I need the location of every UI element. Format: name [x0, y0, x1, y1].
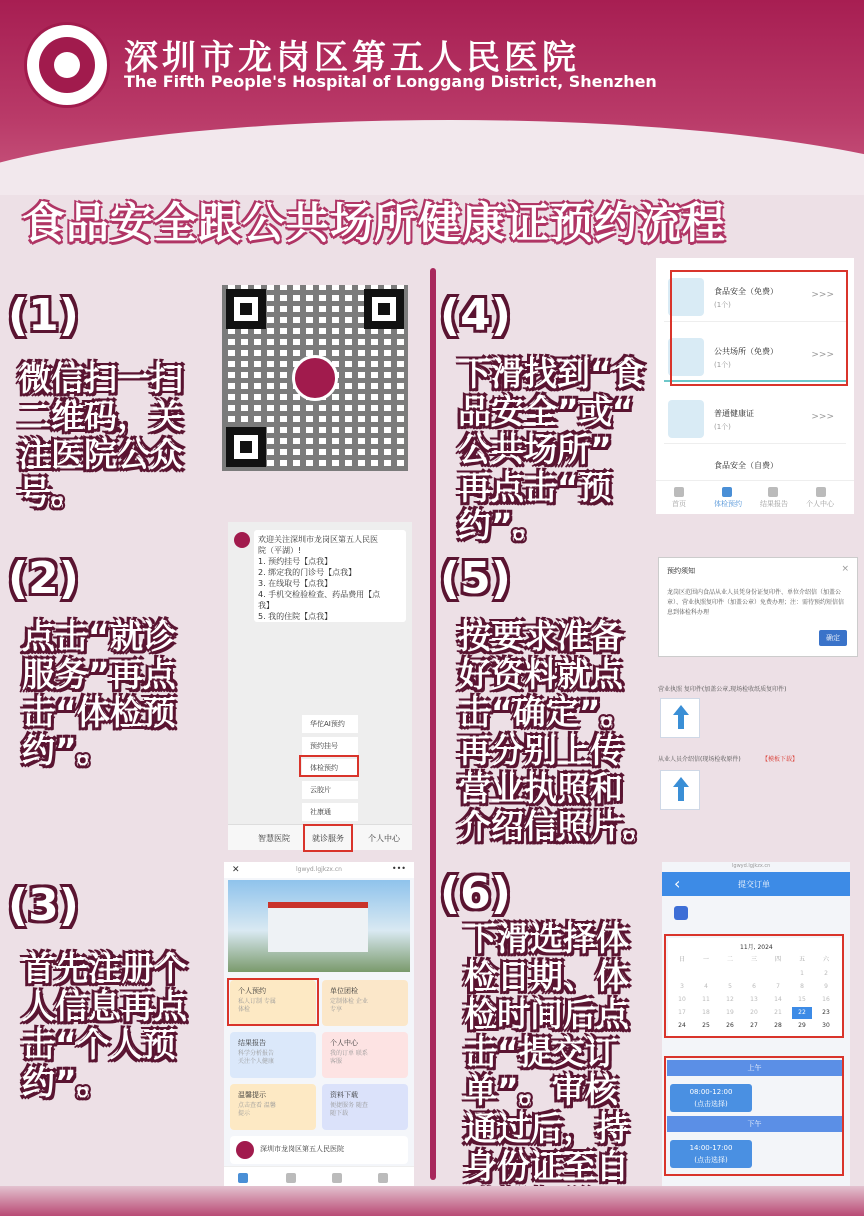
- qr-logo-icon: [292, 355, 338, 401]
- user-icon: [816, 487, 826, 497]
- morning-slot-button[interactable]: 08:00-12:00 (点击选择): [670, 1084, 752, 1112]
- hospital-info-name: 深圳市龙岗区第五人民医院: [260, 1145, 344, 1153]
- calendar-weekday: 六: [816, 954, 836, 966]
- step-1-number: (1): [8, 290, 79, 341]
- menu-community-health[interactable]: 社康通: [302, 803, 358, 821]
- hospital-name-cn: 深圳市龙岗区第五人民医院: [124, 38, 580, 78]
- calendar-day[interactable]: 6: [744, 981, 764, 993]
- list-item-general-health-cert[interactable]: 普通健康证 (1个) >>>: [664, 394, 846, 444]
- calendar-month: 11月, 2024: [740, 944, 773, 951]
- calendar-day[interactable]: 15: [792, 994, 812, 1006]
- step-6-text: 下滑选择体 检日期、体 检时间后点 击“提交订 单”。审核 通过后，持 身份证至自: [464, 919, 629, 1186]
- license-upload-label: 营业执照 复印件(加盖公章,现场检收纸质复印件): [658, 686, 787, 693]
- calendar-day[interactable]: 12: [720, 994, 740, 1006]
- home-icon: [238, 1173, 248, 1183]
- calendar-day[interactable]: 26: [720, 1020, 740, 1032]
- page-title: 食品安全跟公共场所健康证预约流程: [22, 199, 726, 249]
- hospital-info-card: [230, 1136, 408, 1164]
- report-icon: [768, 487, 778, 497]
- calendar-day[interactable]: 23: [816, 1007, 836, 1019]
- calendar-day[interactable]: 11: [696, 994, 716, 1006]
- order-icon: [674, 906, 688, 920]
- calendar-day[interactable]: 9: [816, 981, 836, 993]
- step-3-number: (3): [8, 880, 79, 931]
- header-swoosh: [0, 120, 864, 195]
- calendar-day[interactable]: 20: [744, 1007, 764, 1019]
- step-5-number: (5): [440, 553, 511, 604]
- more-icon[interactable]: •••: [391, 864, 406, 873]
- welcome-message: 欢迎关注深圳市龙岗区第五人民医 院（平湖）! 1. 预约挂号【点我】 2. 绑定我的门诊号【点我】 3. 在线取号【点我】 4. 手机交检验检查、药品费用【点 我】 5. 我的住院【点我】: [254, 530, 406, 622]
- hospital-logo-small-icon: [236, 1141, 254, 1159]
- highlight-free-categories: [670, 270, 848, 386]
- tab-booking[interactable]: 体检预约: [714, 500, 742, 508]
- calendar-day[interactable]: 27: [744, 1020, 764, 1032]
- template-download-link[interactable]: 【模板下载】: [762, 756, 799, 763]
- calendar-day[interactable]: 30: [816, 1020, 836, 1032]
- calendar-day[interactable]: 18: [696, 1007, 716, 1019]
- calendar-day[interactable]: 25: [696, 1020, 716, 1032]
- calendar-weekday: 二: [720, 954, 740, 966]
- calendar-day[interactable]: 22: [792, 1007, 812, 1019]
- step-4-number: (4): [440, 290, 511, 341]
- booking-icon: [722, 487, 732, 497]
- back-icon[interactable]: ‹: [674, 874, 681, 893]
- nav-bar: [662, 872, 850, 896]
- card-download[interactable]: 资料下载 便捷服务 随查随下载: [322, 1084, 408, 1130]
- step-5-text: 按要求准备 好资料就点 击“确定”。 再分别上传 营业执照和 介绍信照片。: [458, 617, 656, 846]
- tab-bar: [656, 480, 854, 514]
- step-4-text: 下滑找到“食 品安全”或“ 公共场所” 再点击“预 约”。: [458, 354, 645, 545]
- tab-report[interactable]: 结果报告: [760, 500, 788, 508]
- booking-icon: [286, 1173, 296, 1183]
- menu-personal-center[interactable]: 个人中心: [368, 834, 400, 843]
- letter-upload-label: 从业人员介绍信(现场检收原件): [658, 756, 741, 763]
- calendar-weekday: 五: [792, 954, 812, 966]
- url-text: lgwyd.lgjkzx.cn: [296, 866, 342, 873]
- user-icon: [378, 1173, 388, 1183]
- notice-dialog: [658, 557, 858, 657]
- calendar-day[interactable]: 21: [768, 1007, 788, 1019]
- calendar-day[interactable]: 14: [768, 994, 788, 1006]
- calendar-day[interactable]: 29: [792, 1020, 812, 1032]
- dialog-body: 龙岗区范围内食品从业人员凭身份证复印件、单位介绍信（加盖公章）、营业执照复印件（加盖公章）免费办理；注：需待预约短信信息到体检科办理: [667, 589, 845, 616]
- step-2-number: (2): [8, 553, 79, 604]
- list-item-food-safety-paid[interactable]: 食品安全（自费）: [714, 461, 778, 470]
- calendar-day[interactable]: 4: [696, 981, 716, 993]
- footer-band: [0, 1186, 864, 1216]
- wechat-chat-screenshot: [228, 522, 412, 850]
- calendar-day[interactable]: 2: [816, 968, 836, 980]
- tab-home[interactable]: 首页: [672, 500, 686, 508]
- calendar-day[interactable]: 8: [792, 981, 812, 993]
- hospital-avatar-icon: [234, 532, 250, 548]
- step-2-text: 点击“就诊 服务”再点 击“体检预 约”。: [22, 617, 176, 770]
- highlight-time-slots: [664, 1056, 844, 1176]
- report-icon: [332, 1173, 342, 1183]
- calendar-weekday: 三: [744, 954, 764, 966]
- dialog-title: 预约须知: [667, 567, 695, 575]
- license-upload-button[interactable]: [660, 698, 700, 738]
- calendar-day[interactable]: 10: [672, 994, 692, 1006]
- step-3-text: 首先注册个 人信息再点 击“个人预 约”。: [22, 949, 187, 1102]
- card-personal-booking[interactable]: 个人预约 私人订制 专属体检: [230, 980, 316, 1026]
- hospital-building-photo: [228, 880, 410, 972]
- hospital-name-en: The Fifth People's Hospital of Longgang District, Shenzhen: [124, 72, 657, 91]
- calendar-day[interactable]: 19: [720, 1007, 740, 1019]
- highlight-medical-service: [303, 824, 353, 852]
- menu-medical-service[interactable]: 就诊服务: [312, 834, 344, 843]
- column-divider: [430, 268, 436, 1180]
- wechat-qr-code: [222, 285, 408, 471]
- confirm-button[interactable]: 确定: [819, 630, 847, 646]
- tab-user[interactable]: 个人中心: [806, 500, 834, 508]
- browser-bar: [224, 862, 414, 878]
- menu-registration[interactable]: 预约挂号: [302, 737, 358, 755]
- menu-checkup-booking[interactable]: 体检预约: [302, 759, 358, 777]
- card-reminder[interactable]: 温馨提示 点击查看 温馨提示: [230, 1084, 316, 1130]
- dialog-close-icon[interactable]: ×: [841, 564, 849, 574]
- step-6-number: (6): [440, 868, 511, 919]
- checkup-home-screenshot: [224, 862, 414, 1200]
- card-result-report[interactable]: 结果报告 科学分析报告 关注个人健康: [230, 1032, 316, 1078]
- letter-upload-button[interactable]: [660, 770, 700, 810]
- list-item-public-place-free[interactable]: 公共场所（免费） (1个) >>>: [664, 332, 846, 382]
- calendar-day[interactable]: 7: [768, 981, 788, 993]
- calendar-weekday: 日: [672, 954, 692, 966]
- calendar-weekday: 四: [768, 954, 788, 966]
- nav-title: 提交订单: [738, 880, 770, 889]
- calendar-day[interactable]: 13: [744, 994, 764, 1006]
- home-icon: [674, 487, 684, 497]
- afternoon-band: 下午: [667, 1116, 842, 1132]
- url-text: lgwyd.lgjkzx.cn: [732, 863, 771, 869]
- menu-ai-appointment[interactable]: 华佗AI预约: [302, 715, 358, 733]
- morning-band: 上午: [667, 1060, 842, 1076]
- hospital-logo: [24, 22, 110, 108]
- calendar-day[interactable]: 24: [672, 1020, 692, 1032]
- menu-cloud-film[interactable]: 云胶片: [302, 781, 358, 799]
- step-1-text: 微信扫一扫 二维码，关 注医院公众 号。: [18, 359, 183, 512]
- calendar-day[interactable]: 1: [792, 968, 812, 980]
- menu-smart-hospital[interactable]: 智慧医院: [258, 834, 290, 843]
- card-group-booking[interactable]: 单位团检 定制体检 企业专享: [322, 980, 408, 1026]
- calendar-day[interactable]: 28: [768, 1020, 788, 1032]
- card-personal-center[interactable]: 个人中心 我的订单 联系客服: [322, 1032, 408, 1078]
- close-icon[interactable]: ✕: [232, 865, 240, 875]
- calendar-day[interactable]: 17: [672, 1007, 692, 1019]
- list-item-food-safety-free[interactable]: 食品安全（免费） (1个) >>>: [664, 272, 846, 322]
- highlight-calendar: [664, 934, 844, 1038]
- calendar-weekday: 一: [696, 954, 716, 966]
- afternoon-slot-button[interactable]: 14:00-17:00 (点击选择): [670, 1140, 752, 1168]
- calendar-day[interactable]: 3: [672, 981, 692, 993]
- calendar-day[interactable]: 5: [720, 981, 740, 993]
- highlight-personal-booking: [227, 978, 319, 1026]
- calendar-day[interactable]: 16: [816, 994, 836, 1006]
- highlight-checkup-booking: [299, 755, 359, 777]
